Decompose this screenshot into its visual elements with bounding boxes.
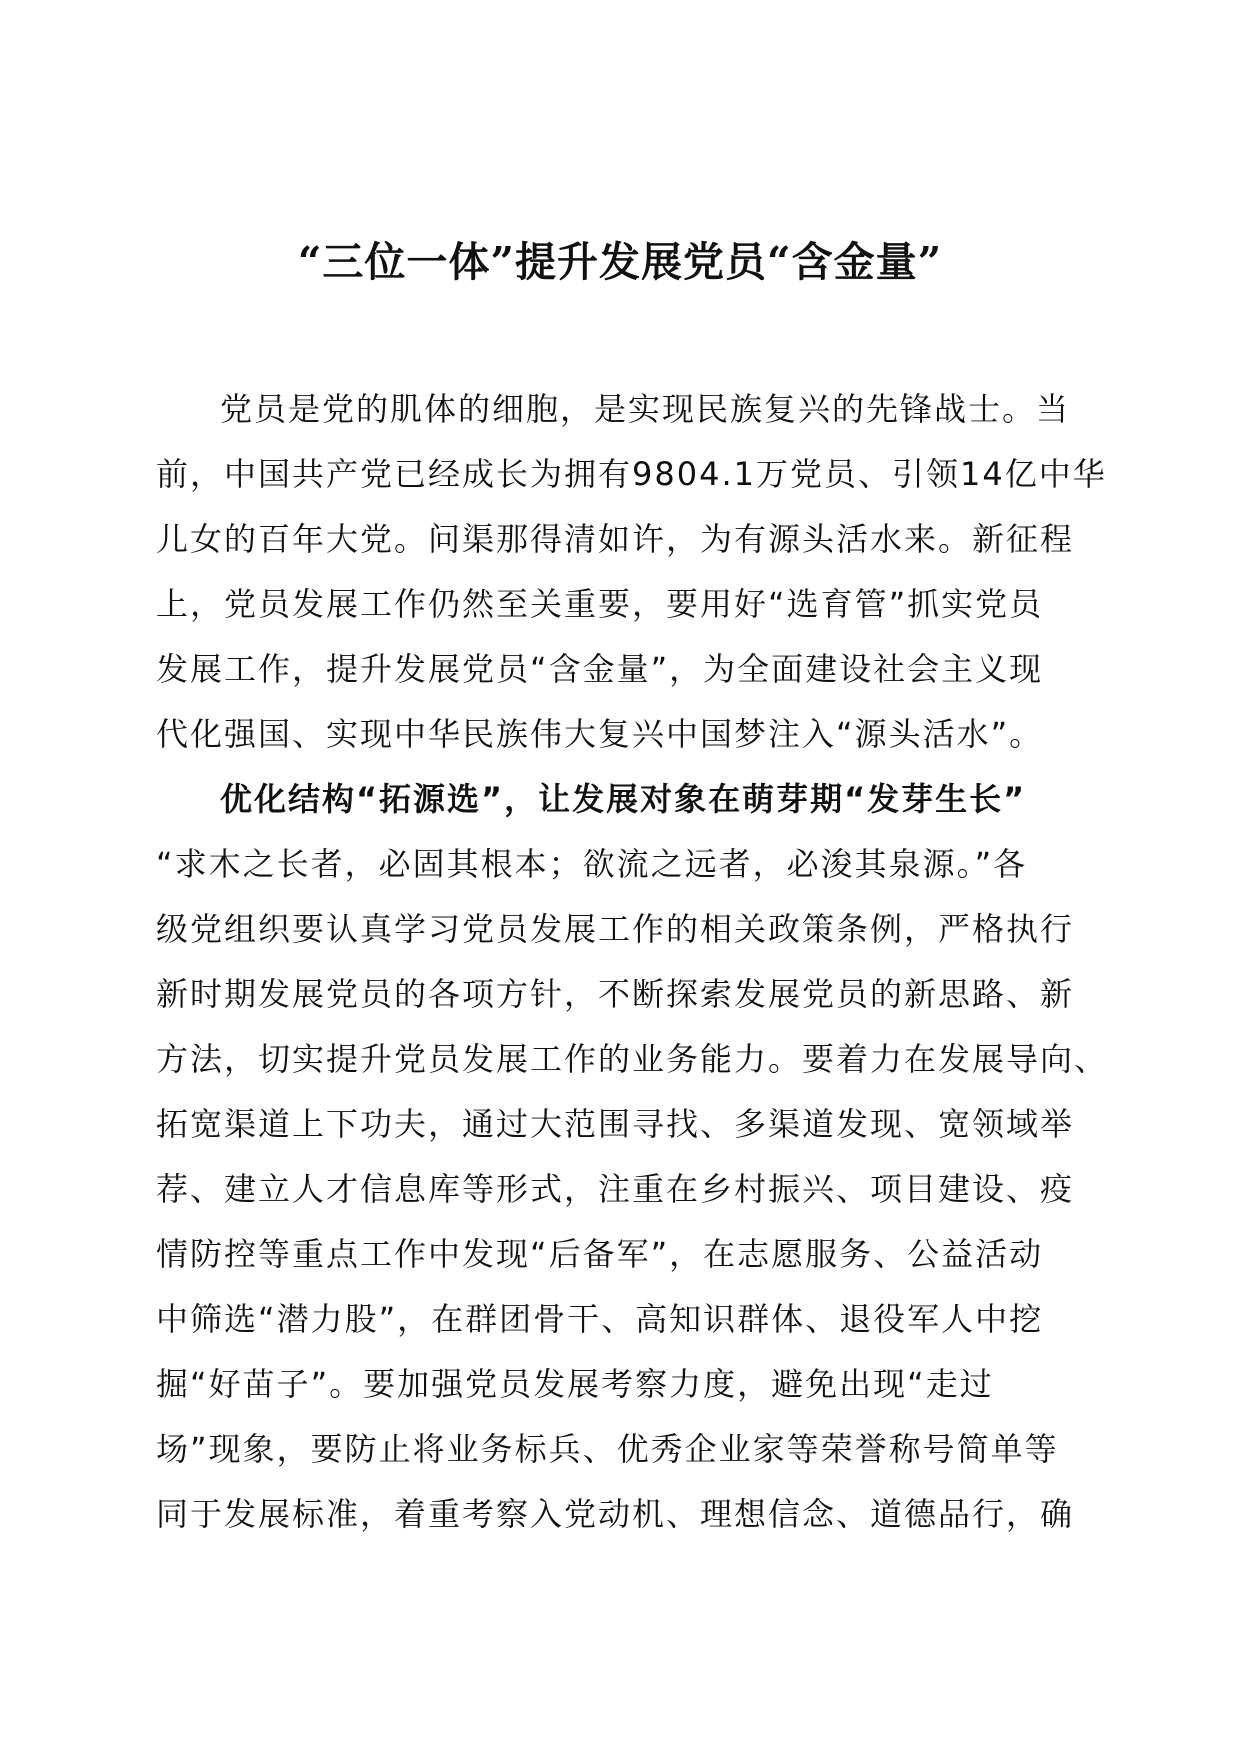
paragraph-line: 级党组织要认真学习党员发展工作的相关政策条例，严格执行 [156, 910, 1075, 948]
paragraph-line: 新时期发展党员的各项方针，不断探索发展党员的新思路、新 [156, 975, 1075, 1013]
paragraph-line: 中筛选“潜力股”，在群团骨干、高知识群体、退役军人中挖 [156, 1300, 1044, 1338]
paragraph-line: 上，党员发展工作仍然至关重要，要用好“选育管”抓实党员 [156, 585, 1044, 623]
document-body [156, 385, 1109, 1555]
paragraph-line: 党员是党的肌体的细胞，是实现民族复兴的先锋战士。当 [220, 390, 1071, 428]
paragraph-line: 荐、建立人才信息库等形式，注重在乡村振兴、项目建设、疫 [156, 1170, 1075, 1208]
document-title: “三位一体”提升发展党员“含金量” [297, 238, 943, 286]
paragraph-line: 拓宽渠道上下功夫，通过大范围寻找、多渠道发现、宽领域举 [156, 1105, 1075, 1143]
paragraph-line: 发展工作，提升发展党员“含金量”，为全面建设社会主义现 [156, 650, 1044, 688]
paragraph-line: 掘“好苗子”。要加强党员发展考察力度，避免出现“走过 [156, 1365, 994, 1403]
paragraph-line: 方法，切实提升党员发展工作的业务能力。要着力在发展导向、 [156, 1040, 1109, 1078]
paragraph-line: 儿女的百年大党。问渠那得清如许，为有源头活水来。新征程 [156, 520, 1075, 558]
paragraph-line: 情防控等重点工作中发现“后备军”，在志愿服务、公益活动 [156, 1235, 1044, 1273]
paragraph-line: 前，中国共产党已经成长为拥有9804.1万党员、引领14亿中华 [156, 455, 1107, 493]
paragraph-line: “求木之长者，必固其根本；欲流之远者，必浚其泉源。”各 [156, 845, 1028, 883]
paragraph-line: 代化强国、实现中华民族伟大复兴中国梦注入“源头活水”。 [156, 715, 1044, 753]
paragraph-line: 场”现象，要防止将业务标兵、优秀企业家等荣誉称号简单等 [156, 1430, 1059, 1468]
section-heading: 优化结构“拓源选”，让发展对象在萌芽期“发芽生长” [220, 780, 1027, 818]
paragraph-line: 同于发展标准，着重考察入党动机、理想信念、道德品行，确 [156, 1495, 1075, 1533]
